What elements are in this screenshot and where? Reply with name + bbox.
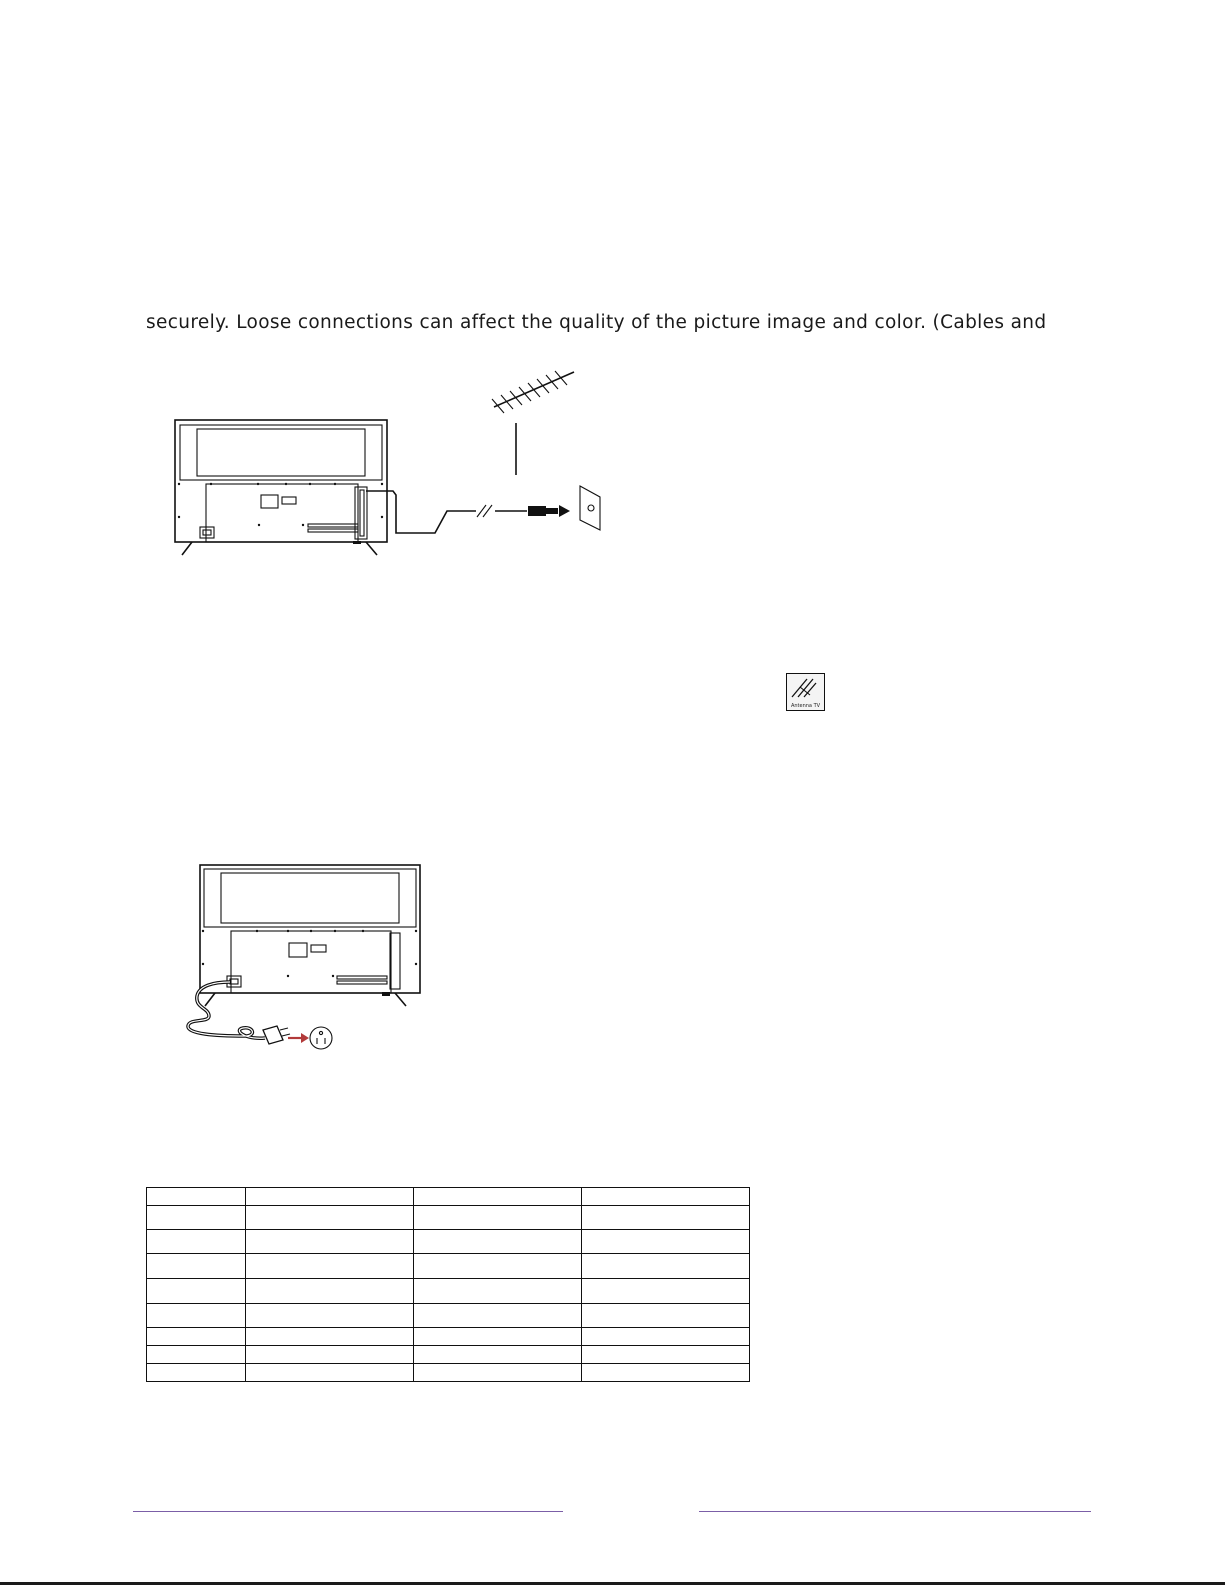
tv-back-panel <box>200 865 420 1006</box>
table-row <box>147 1254 750 1279</box>
table-row <box>147 1364 750 1382</box>
power-cord <box>188 982 265 1038</box>
table-row <box>147 1188 750 1206</box>
antenna-tv-icon <box>786 673 825 711</box>
power-outlet <box>310 1027 332 1049</box>
footer-rule-right <box>699 1511 1091 1512</box>
coax-cable <box>366 491 570 533</box>
footer-rule-left <box>133 1511 563 1512</box>
antenna-connection-illustration <box>170 365 630 565</box>
antenna-tv-icon-label: Antenna TV <box>790 703 821 709</box>
power-plug <box>263 1026 309 1044</box>
paragraph-text: securely. Loose connections can affect the quality of the picture image and color. (Cables and <box>146 312 1047 333</box>
wall-outlet <box>580 486 600 530</box>
spec-table <box>146 1187 750 1382</box>
table-row <box>147 1304 750 1328</box>
antenna <box>492 371 574 475</box>
table-row <box>147 1230 750 1254</box>
table-row <box>147 1346 750 1364</box>
table-row <box>147 1279 750 1304</box>
tv-back-panel <box>175 420 387 555</box>
power-connection-illustration <box>185 858 435 1063</box>
table-row <box>147 1328 750 1346</box>
table-row <box>147 1206 750 1230</box>
